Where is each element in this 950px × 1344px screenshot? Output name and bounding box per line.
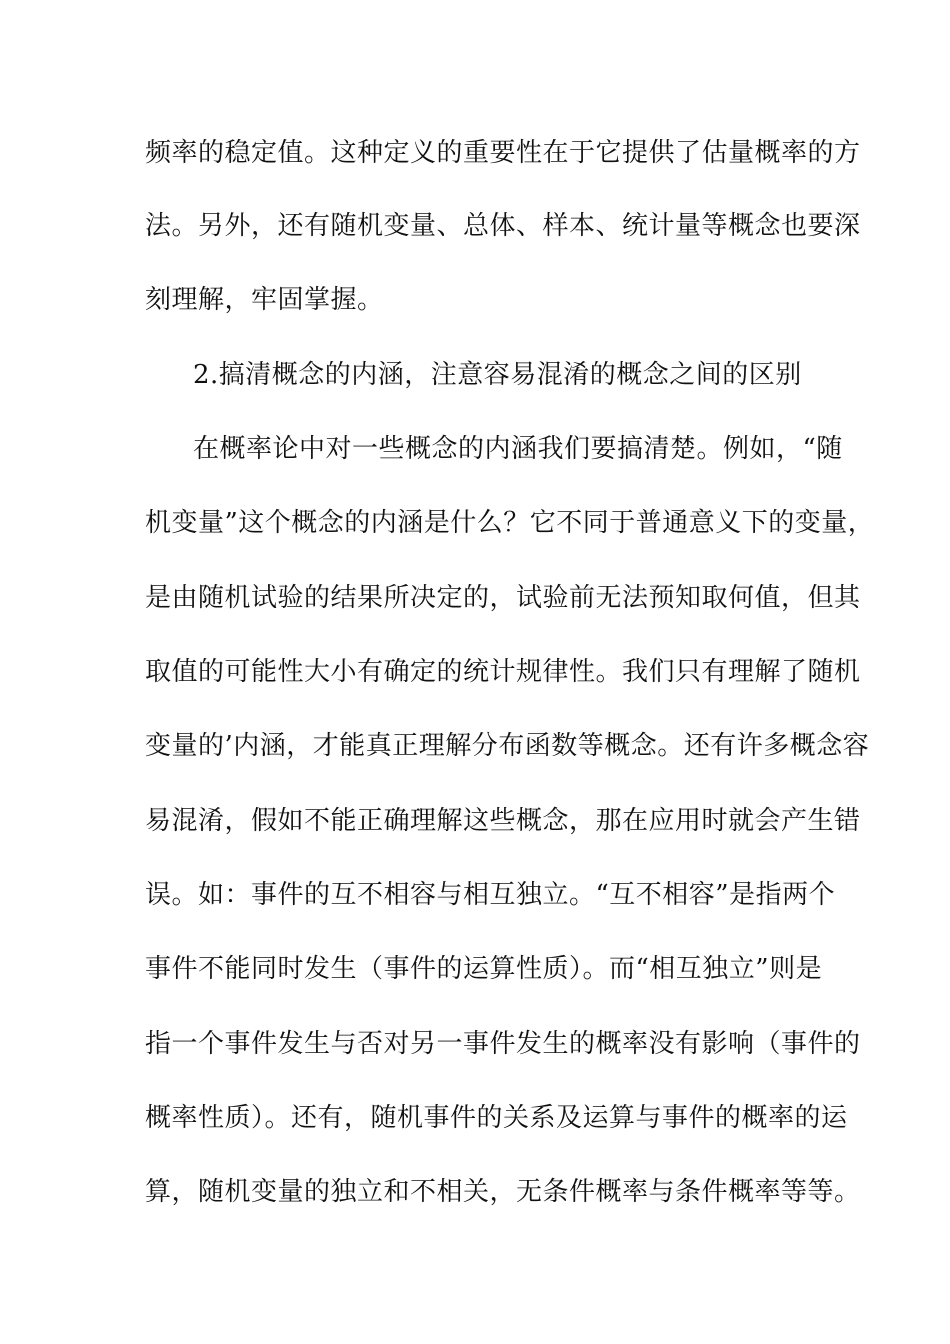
paragraph-line: 概率性质）。还有，随机事件的关系及运算与事件的概率的运 (145, 1103, 848, 1133)
paragraph-line: 变量的’内涵，才能真正理解分布函数等概念。还有许多概念容 (145, 731, 870, 761)
paragraph-line: 刻理解，牢固掌握。 (145, 285, 384, 315)
paragraph-line: 取值的可能性大小有确定的统计规律性。我们只有理解了随机 (145, 657, 861, 687)
paragraph-line: 事件不能同时发生（事件的运算性质）。而“相互独立”则是 (145, 954, 823, 984)
paragraph-line: 是由随机试验的结果所决定的，试验前无法预知取何值，但其 (145, 583, 861, 613)
paragraph-line: 误。如：事件的互不相容与相互独立。“互不相容”是指两个 (145, 880, 836, 910)
section-heading: 2.搞清概念的内涵，注意容易混淆的概念之间的区别 (193, 360, 802, 390)
paragraph-line: 频率的稳定值。这种定义的重要性在于它提供了估量概率的方 (145, 138, 861, 168)
paragraph-line: 算，随机变量的独立和不相关，无条件概率与条件概率等等。 (145, 1177, 861, 1207)
paragraph-line: 在概率论中对一些概念的内涵我们要搞清楚。例如，“随 (193, 434, 843, 464)
paragraph-line: 法。另外，还有随机变量、总体、样本、统计量等概念也要深 (145, 211, 861, 241)
paragraph-line: 指一个事件发生与否对另一事件发生的概率没有影响（事件的 (145, 1029, 861, 1059)
paragraph-line: 易混淆，假如不能正确理解这些概念，那在应用时就会产生错 (145, 806, 861, 836)
paragraph-line: 机变量”这个概念的内涵是什么？它不同于普通意义下的变量， (145, 508, 875, 538)
